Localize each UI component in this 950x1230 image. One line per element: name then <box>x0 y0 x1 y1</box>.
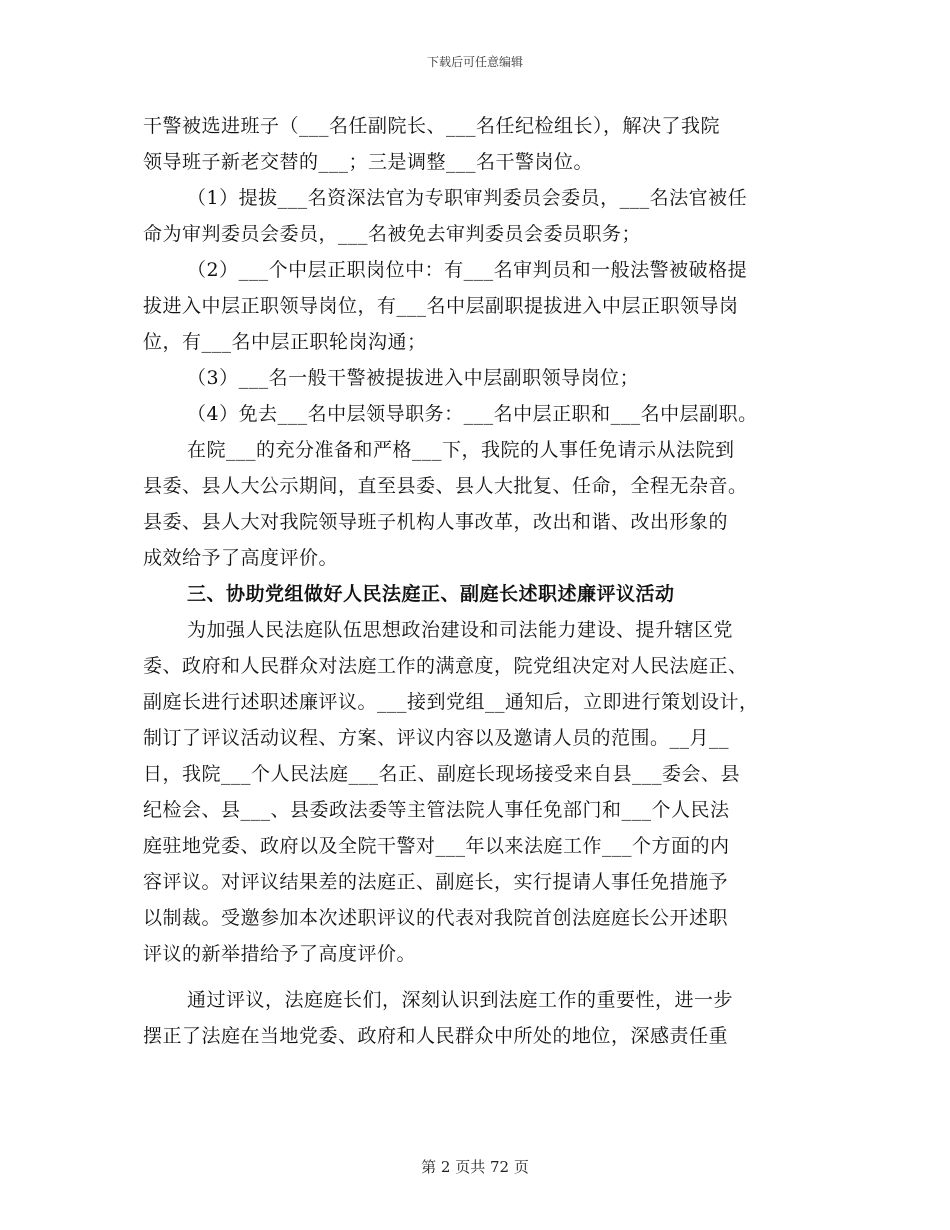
paragraph-start: 为加强人民法庭队伍思想政治建设和司法能力建设、提升辖区党 <box>187 619 734 641</box>
text-line: 委、政府和人民群众对法庭工作的满意度，院党组决定对人民法庭正、 <box>143 655 748 677</box>
text-line: 领导班子新老交替的___；三是调整___名干警岗位。 <box>143 151 594 173</box>
paragraph-start: 在院___的充分准备和严格___下，我院的人事任免请示从法院到 <box>187 439 735 461</box>
text-line: 县委、县人大对我院领导班子机构人事改革，改出和谐、改出形象的 <box>143 511 729 533</box>
text-line: 制订了评议活动议程、方案、评议内容以及邀请人员的范围。__月__ <box>143 727 730 749</box>
text-line: 评议的新举措给予了高度评价。 <box>143 943 417 965</box>
document-body <box>143 108 813 1054</box>
text-line: 命为审判委员会委员，___名被免去审判委员会委员职务； <box>143 223 642 245</box>
list-item-2: （2）___个中层正职岗位中：有___名审判员和一般法警被破格提 <box>187 259 748 281</box>
page-header: 下载后可任意编辑 <box>426 55 523 69</box>
page-footer: 第 2 页共 72 页 <box>421 1158 529 1176</box>
text-line: 位，有___名中层正职轮岗沟通； <box>143 331 427 353</box>
text-line: 干警被选进班子（___名任副院长、___名任纪检组长），解决了我院 <box>143 115 721 137</box>
text-line: 容评议。对评议结果差的法庭正、副庭长，实行提请人事任免措施予 <box>143 871 729 893</box>
text-line: 县委、县人大公示期间，直至县委、县人大批复、任命，全程无杂音。 <box>143 475 748 497</box>
text-line: 日，我院___个人民法庭___名正、副庭长现场接受来自县___委会、县 <box>143 763 741 785</box>
section-heading: 三、协助党组做好人民法庭正、副庭长述职述廉评议活动 <box>187 583 675 605</box>
list-item-1: （1）提拔___名资深法官为专职审判委员会委员，___名法官被任 <box>187 187 748 209</box>
text-line: 以制裁。受邀参加本次述职评议的代表对我院首创法庭庭长公开述职 <box>143 907 729 929</box>
text-line: 成效给予了高度评价。 <box>143 547 339 569</box>
text-line: 摆正了法庭在当地党委、政府和人民群众中所处的地位，深感责任重 <box>143 1025 729 1047</box>
list-item-4: （4）免去___名中层领导职务：___名中层正职和___名中层副职。 <box>187 403 758 425</box>
text-line: 庭驻地党委、政府以及全院干警对___年以来法庭工作___个方面的内 <box>143 835 730 857</box>
text-line: 拔进入中层正职领导岗位，有___名中层副职提拔进入中层正职领导岗 <box>143 295 739 317</box>
paragraph-start: 通过评议，法庭庭长们，深刻认识到法庭工作的重要性，进一步 <box>187 989 734 1011</box>
text-line: 纪检会、县___、县委政法委等主管法院人事任免部门和___个人民法 <box>143 799 730 821</box>
paragraph-gap <box>143 972 813 982</box>
list-item-3: （3）___名一般干警被提拔进入中层副职领导岗位； <box>187 367 640 389</box>
text-line: 副庭长进行述职述廉评议。___接到党组__通知后，立即进行策划设计， <box>143 691 759 713</box>
